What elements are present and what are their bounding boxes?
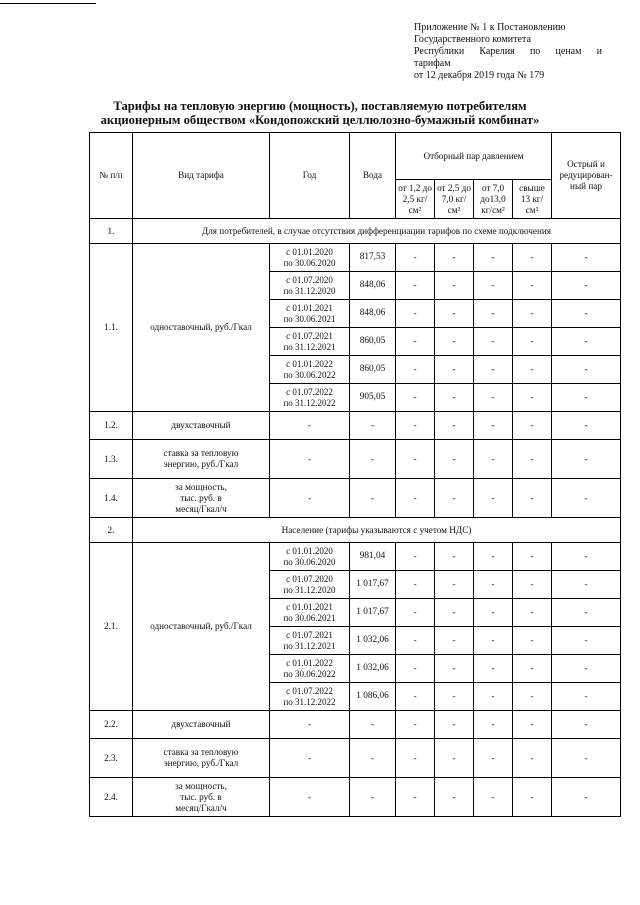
steam-value: - (435, 683, 474, 711)
period-cell (270, 328, 350, 356)
steam-value: - (396, 571, 435, 599)
steam-value: - (396, 244, 435, 272)
water-value: - (350, 778, 396, 817)
appendix-line: Республики Карелия по ценам и (414, 46, 602, 57)
header-steam-group: Отборный пар давлением (396, 133, 552, 180)
header-tariff-type: Вид тарифа (133, 133, 270, 219)
water-value: 860,05 (350, 356, 396, 384)
steam-value: - (513, 627, 552, 655)
period-line: по 30.06.2021 (283, 612, 336, 623)
steam-value: - (474, 599, 513, 627)
row-number: 1.4. (90, 479, 133, 518)
tariff-label-line: энергию, руб./Гкал (163, 459, 239, 469)
steam-value: - (396, 440, 435, 479)
steam-value: - (396, 272, 435, 300)
steam-value: - (513, 356, 552, 384)
steam-value: - (513, 384, 552, 412)
section-row (90, 518, 621, 543)
steam-value: - (513, 711, 552, 739)
water-value: - (350, 412, 396, 440)
water-value: 848,06 (350, 300, 396, 328)
tariff-row (90, 711, 621, 739)
steam-value: - (552, 571, 621, 599)
water-value: - (350, 739, 396, 778)
period-line: с 01.07.2022 (286, 686, 333, 696)
steam-value: - (474, 272, 513, 300)
period-line: с 01.07.2021 (286, 331, 333, 341)
section-number: 1. (90, 219, 133, 244)
steam-value: - (513, 272, 552, 300)
header-steam-pressure: от 7,0 до13,0 кг/см² (474, 180, 513, 219)
steam-value: - (435, 412, 474, 440)
tariff-table (89, 132, 621, 817)
year-value: - (270, 739, 350, 778)
steam-value: - (552, 479, 621, 518)
period-cell (270, 272, 350, 300)
row-number: 1.1. (90, 244, 133, 412)
steam-value: - (435, 655, 474, 683)
steam-value: - (435, 739, 474, 778)
tariff-type-label (133, 440, 270, 479)
period-line: с 01.01.2021 (286, 303, 333, 313)
year-value: - (270, 412, 350, 440)
steam-value: - (396, 655, 435, 683)
steam-value: - (435, 328, 474, 356)
section-title: Для потребителей, в случае отсутствия дифференциации тарифов по схеме подключения (133, 219, 621, 244)
steam-value: - (552, 440, 621, 479)
header-num: № п/п (90, 133, 133, 219)
period-cell (270, 571, 350, 599)
steam-value: - (435, 543, 474, 571)
period-line: по 31.12.2021 (283, 341, 336, 352)
water-value: 1 032,06 (350, 627, 396, 655)
steam-value: - (396, 356, 435, 384)
tariff-label-line: энергию, руб./Гкал (163, 758, 239, 768)
steam-value: - (513, 479, 552, 518)
water-value: - (350, 711, 396, 739)
tariff-label-line: двухставочный (171, 719, 231, 729)
tariff-type-label: одноставочный, руб./Гкал (133, 543, 270, 711)
tariff-label-line: за мощность, (175, 481, 227, 492)
period-line: по 30.06.2020 (283, 556, 336, 567)
period-line: по 31.12.2022 (283, 696, 336, 707)
header-water: Вода (350, 133, 396, 219)
period-line: по 30.06.2020 (283, 257, 336, 268)
row-number: 2.1. (90, 543, 133, 711)
row-number: 1.2. (90, 412, 133, 440)
steam-value: - (474, 655, 513, 683)
period-line: с 01.01.2022 (286, 658, 333, 668)
water-value: 1 017,67 (350, 571, 396, 599)
tariff-label-line: двухставочный (171, 420, 231, 430)
tariff-type-label: одноставочный, руб./Гкал (133, 244, 270, 412)
steam-value: - (552, 655, 621, 683)
water-value: 1 032,06 (350, 655, 396, 683)
steam-value: - (513, 571, 552, 599)
tariff-row (90, 778, 621, 817)
steam-value: - (552, 384, 621, 412)
period-line: с 01.01.2020 (286, 247, 333, 257)
header-steam-pressure: от 2,5 до 7,0 кг/см² (435, 180, 474, 219)
steam-value: - (552, 244, 621, 272)
steam-value: - (435, 440, 474, 479)
steam-value: - (552, 543, 621, 571)
period-cell (270, 655, 350, 683)
steam-value: - (474, 571, 513, 599)
tariff-label-line: тыс. руб. в (180, 791, 222, 802)
steam-value: - (474, 479, 513, 518)
tariff-label-line: ставка за тепловую (163, 448, 239, 458)
steam-value: - (396, 412, 435, 440)
tariff-label-line: за мощность, (175, 780, 227, 791)
steam-value: - (435, 479, 474, 518)
period-line: по 30.06.2021 (283, 313, 336, 324)
period-cell (270, 244, 350, 272)
period-line: с 01.01.2021 (286, 602, 333, 612)
steam-value: - (552, 356, 621, 384)
steam-value: - (552, 778, 621, 817)
document-title (60, 99, 580, 127)
steam-value: - (474, 711, 513, 739)
steam-value: - (513, 655, 552, 683)
steam-value: - (396, 683, 435, 711)
appendix-line: Приложение № 1 к Постановлению (414, 22, 566, 33)
steam-value: - (513, 244, 552, 272)
water-value: 860,05 (350, 328, 396, 356)
steam-value: - (435, 571, 474, 599)
year-value: - (270, 479, 350, 518)
header-row (90, 133, 621, 180)
period-line: по 30.06.2022 (283, 668, 336, 679)
period-line: с 01.07.2020 (286, 574, 333, 584)
period-cell (270, 356, 350, 384)
steam-value: - (552, 412, 621, 440)
appendix-line: Государственного комитета (414, 34, 531, 45)
tariff-label-line: тыс. руб. в (180, 492, 222, 503)
steam-value: - (474, 384, 513, 412)
steam-value: - (513, 440, 552, 479)
steam-value: - (552, 300, 621, 328)
period-line: по 31.12.2020 (283, 285, 336, 296)
period-line: по 31.12.2020 (283, 584, 336, 595)
period-cell (270, 599, 350, 627)
tariff-type-label (133, 412, 270, 440)
tariff-row (90, 739, 621, 778)
tariff-label-line: месяц/Гкал/ч (175, 802, 227, 813)
steam-value: - (513, 739, 552, 778)
steam-value: - (474, 739, 513, 778)
steam-value: - (396, 479, 435, 518)
steam-value: - (513, 778, 552, 817)
steam-value: - (474, 412, 513, 440)
steam-value: - (474, 244, 513, 272)
tariff-type-label (133, 739, 270, 778)
period-line: с 01.01.2022 (286, 359, 333, 369)
appendix-note (414, 22, 602, 82)
row-number: 2.3. (90, 739, 133, 778)
header-steam-pressure: свыше 13 кг/см² (513, 180, 552, 219)
tariff-label-line: ставка за тепловую (163, 747, 239, 757)
appendix-line: тарифам (414, 58, 451, 69)
water-value: - (350, 440, 396, 479)
row-number: 2.2. (90, 711, 133, 739)
steam-value: - (552, 627, 621, 655)
steam-value: - (435, 599, 474, 627)
water-value: 905,05 (350, 384, 396, 412)
steam-value: - (513, 599, 552, 627)
tariff-row (90, 440, 621, 479)
tariff-table-body (90, 133, 621, 817)
tariff-row (90, 412, 621, 440)
steam-value: - (474, 627, 513, 655)
water-value: - (350, 479, 396, 518)
steam-value: - (513, 683, 552, 711)
steam-value: - (396, 627, 435, 655)
tariff-type-label (133, 778, 270, 817)
steam-value: - (552, 683, 621, 711)
tariff-label-line: месяц/Гкал/ч (175, 503, 227, 514)
water-value: 1 017,67 (350, 599, 396, 627)
row-number: 2.4. (90, 778, 133, 817)
year-value: - (270, 778, 350, 817)
section-number: 2. (90, 518, 133, 543)
steam-value: - (513, 412, 552, 440)
period-cell (270, 384, 350, 412)
header-year: Год (270, 133, 350, 219)
water-value: 1 086,06 (350, 683, 396, 711)
steam-value: - (552, 711, 621, 739)
steam-value: - (552, 272, 621, 300)
period-cell (270, 683, 350, 711)
steam-value: - (474, 543, 513, 571)
period-line: с 01.07.2021 (286, 630, 333, 640)
section-title: Население (тарифы указываются с учетом НДС) (133, 518, 621, 543)
steam-value: - (396, 778, 435, 817)
steam-value: - (396, 384, 435, 412)
steam-value: - (552, 328, 621, 356)
title-line-2: акционерным обществом «Кондопожский целлюлозно-бумажный комбинат» (100, 113, 540, 127)
water-value: 848,06 (350, 272, 396, 300)
steam-value: - (513, 328, 552, 356)
period-line: по 31.12.2022 (283, 397, 336, 408)
steam-value: - (435, 356, 474, 384)
period-cell (270, 300, 350, 328)
steam-value: - (552, 739, 621, 778)
steam-value: - (435, 272, 474, 300)
year-value: - (270, 440, 350, 479)
water-value: 981,04 (350, 543, 396, 571)
steam-value: - (474, 328, 513, 356)
steam-value: - (474, 356, 513, 384)
steam-value: - (435, 384, 474, 412)
period-cell (270, 627, 350, 655)
period-line: по 30.06.2022 (283, 369, 336, 380)
steam-value: - (513, 300, 552, 328)
header-sharp-steam: Острый и редуцирован-ный пар (552, 133, 621, 219)
scan-top-rule (0, 3, 96, 4)
section-row (90, 219, 621, 244)
steam-value: - (396, 300, 435, 328)
steam-value: - (396, 711, 435, 739)
steam-value: - (474, 683, 513, 711)
steam-value: - (396, 328, 435, 356)
steam-value: - (435, 244, 474, 272)
header-steam-pressure: от 1,2 до 2,5 кг/см² (396, 180, 435, 219)
water-value: 817,53 (350, 244, 396, 272)
period-cell (270, 543, 350, 571)
steam-value: - (474, 778, 513, 817)
period-line: с 01.01.2020 (286, 546, 333, 556)
steam-value: - (513, 543, 552, 571)
title-line-1: Тарифы на тепловую энергию (мощность), поставляемую потребителям (113, 99, 527, 113)
steam-value: - (396, 739, 435, 778)
steam-value: - (435, 300, 474, 328)
steam-value: - (435, 627, 474, 655)
steam-value: - (396, 543, 435, 571)
steam-value: - (435, 711, 474, 739)
tariff-type-label (133, 479, 270, 518)
period-line: по 31.12.2021 (283, 640, 336, 651)
tariff-period-row (90, 244, 621, 272)
steam-value: - (435, 778, 474, 817)
period-line: с 01.07.2022 (286, 387, 333, 397)
steam-value: - (474, 440, 513, 479)
row-number: 1.3. (90, 440, 133, 479)
steam-value: - (552, 599, 621, 627)
tariff-period-row (90, 543, 621, 571)
tariff-type-label (133, 711, 270, 739)
appendix-line: от 12 декабря 2019 года № 179 (414, 70, 545, 81)
period-line: с 01.07.2020 (286, 275, 333, 285)
tariff-row (90, 479, 621, 518)
year-value: - (270, 711, 350, 739)
steam-value: - (396, 599, 435, 627)
steam-value: - (474, 300, 513, 328)
